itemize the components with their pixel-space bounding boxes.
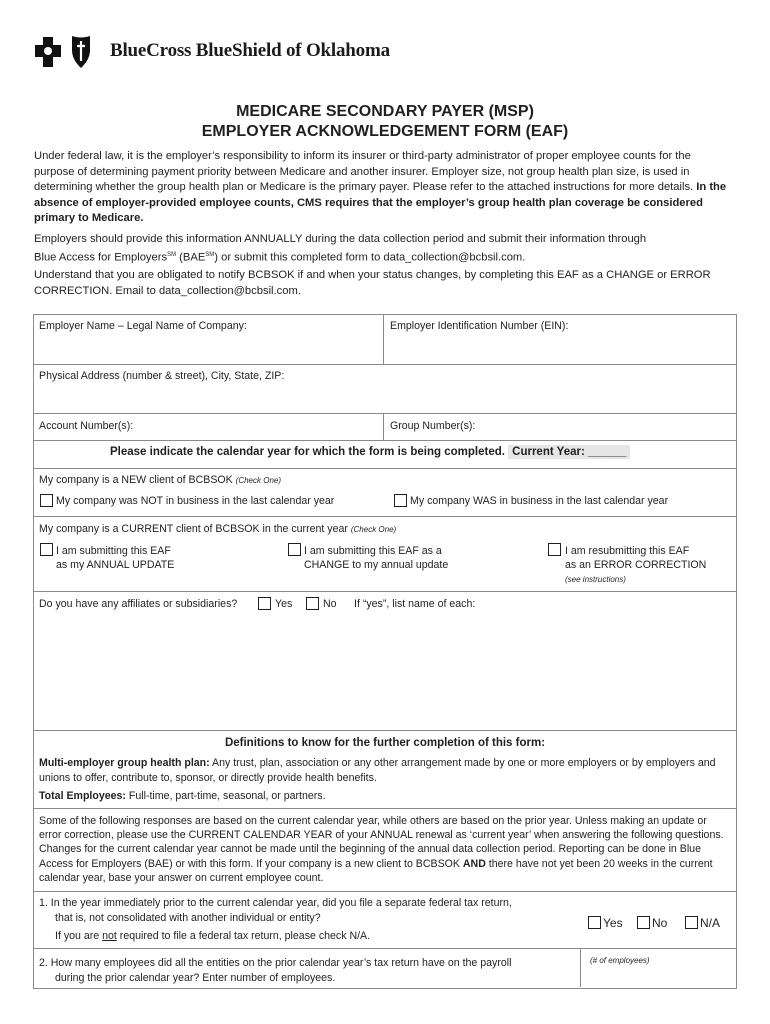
year-prompt: Please indicate the calendar year for which the form is being completed. Current Year: ______	[110, 446, 630, 458]
account-number-field[interactable]: Account Number(s):	[39, 420, 134, 432]
affiliates-list-field[interactable]: If “yes”, list name of each:	[354, 598, 476, 610]
current-client-heading: My company is a CURRENT client of BCBSOK in the current year (Check One)	[39, 523, 397, 535]
question-1-na-note: If you are not required to file a federal tax return, please check N/A.	[55, 930, 371, 942]
intro-paragraph-1: Under federal law, it is the employer’s responsibility to inform its insurer or third-party administrator of proper employee counts for the purpose of determining payment priority between Medicare and another insurer. Employer size, not group health plan size, is used in determining whether the group health plan or Medicare is the primary payer. Please refer to the attached instructions for more details. In the absence of employer-provided employee counts, CMS requires that the employer’s group health plan coverage be considered primary to Medicare.	[34, 150, 727, 224]
definition-total-employees: Total Employees: Full-time, part-time, seasonal, or partners.	[39, 790, 326, 802]
address-field[interactable]: Physical Address (number & street), City, State, ZIP:	[39, 370, 285, 382]
cross-shield-icon	[34, 33, 104, 71]
definitions-heading: Definitions to know for the further completion of this form:	[224, 737, 546, 749]
affiliates-no-checkbox[interactable]	[306, 597, 319, 610]
new-client-not-in-business-checkbox[interactable]	[40, 494, 53, 507]
new-client-opt2-label: My company WAS in business in the last calendar year	[410, 495, 669, 507]
annual-update-checkbox[interactable]	[40, 543, 53, 556]
group-number-field[interactable]: Group Number(s):	[390, 420, 476, 432]
affiliates-no-label: No	[323, 598, 337, 610]
q1-na-label: N/A	[700, 916, 721, 930]
brand-name: BlueCross BlueShield of Oklahoma	[110, 40, 390, 61]
new-client-in-business-checkbox[interactable]	[394, 494, 407, 507]
new-client-heading: My company is a NEW client of BCBSOK (Check One)	[39, 474, 282, 486]
definition-mehp: Multi-employer group health plan: Any trust, plan, association or any other arrangement made by one or more employers or by employers and unions to offer, contribute to, sponsor, or directly provide health benefits.	[39, 757, 716, 784]
affiliates-question: Do you have any affiliates or subsidiaries?	[39, 598, 238, 610]
q1-yes-label: Yes	[603, 916, 623, 930]
form-title-line1: MEDICARE SECONDARY PAYER (MSP)	[236, 103, 534, 120]
employer-name-field[interactable]: Employer Name – Legal Name of Company:	[39, 320, 247, 332]
error-correction-label: I am resubmitting this EAF as an ERROR CORRECTION (see instructions)	[565, 545, 707, 584]
affiliates-yes-checkbox[interactable]	[258, 597, 271, 610]
form-box	[33, 314, 737, 989]
intro-paragraph-3: Understand that you are obligated to notify BCBSOK if and when your status changes, by completing this EAF as a CHANGE or ERROR CORRECTION. Email to data_collection@bcbsil.com.	[34, 269, 711, 297]
question-2: 2. How many employees did all the entities on the prior calendar year’s tax return have on the payroll during the prior calendar year? Enter number of employees.	[39, 957, 512, 984]
form-title-line2: EMPLOYER ACKNOWLEDGEMENT FORM (EAF)	[201, 123, 569, 140]
q1-yes-checkbox[interactable]	[588, 916, 601, 929]
notice-paragraph: Some of the following responses are based on the current calendar year, while others are based on the prior year. Unless making an update or error correction, please use the CURRENT CALENDAR YEAR of your ANNUAL renewal as ‘current year’ when answering the following questions. Changes for the current calendar year cannot be made until the beginning of the annual data collection period. Reporting can be done in Blue Access for Employers (BAE) or with this form. If your company is a new client to BCBSOK AND there have not yet been 20 weeks in the current calendar year, base your answer on current employee count.	[39, 815, 724, 884]
current-year-field[interactable]: Current Year: ______	[508, 445, 630, 459]
intro-paragraph-2: Employers should provide this information ANNUALLY during the data collection period and submit their information through Blue Access for Employers℠ (BAE℠) or submit this completed form to data_collection@bcbsil.com.	[34, 233, 647, 264]
error-correction-checkbox[interactable]	[548, 543, 561, 556]
question-1: 1. In the year immediately prior to the current calendar year, did you file a separate federal tax return, that is, not consolidated with another individual or entity?	[39, 897, 512, 924]
q1-no-checkbox[interactable]	[637, 916, 650, 929]
affiliates-yes-label: Yes	[275, 598, 293, 610]
q1-na-checkbox[interactable]	[685, 916, 698, 929]
annual-update-label: I am submitting this EAF as my ANNUAL UPDATE	[56, 545, 175, 571]
bcbs-logo	[34, 33, 104, 71]
change-update-label: I am submitting this EAF as a CHANGE to my annual update	[304, 545, 449, 571]
ein-field[interactable]: Employer Identification Number (EIN):	[390, 320, 569, 332]
employee-count-field[interactable]: (# of employees)	[590, 956, 650, 965]
new-client-opt1-label: My company was NOT in business in the last calendar year	[56, 495, 335, 507]
q1-no-label: No	[652, 916, 668, 930]
change-update-checkbox[interactable]	[288, 543, 301, 556]
